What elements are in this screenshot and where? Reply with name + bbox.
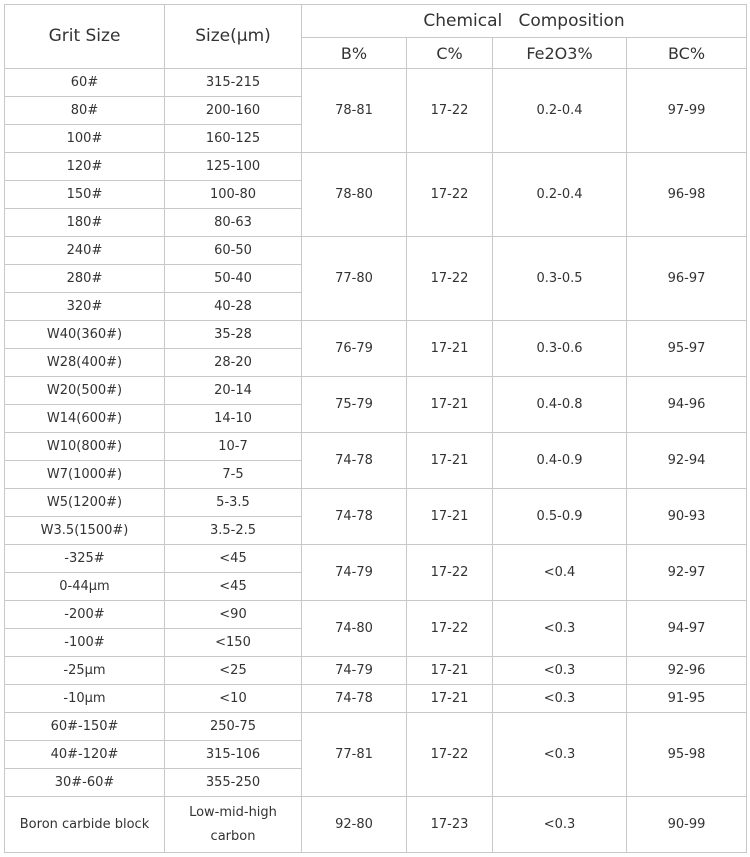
table-row [5, 601, 747, 629]
c-percent-cell: 17-22 [407, 153, 493, 237]
bc-percent-cell: 95-97 [627, 321, 747, 377]
grit-size-cell: 120# [5, 153, 165, 181]
header-bc-percent: BC% [627, 38, 747, 69]
grit-size-cell: 180# [5, 209, 165, 237]
c-percent-cell: 17-21 [407, 433, 493, 489]
c-percent-cell: 17-21 [407, 489, 493, 545]
b-percent-cell: 78-81 [302, 69, 407, 153]
fe2o3-percent-cell: 0.2-0.4 [493, 153, 627, 237]
grit-size-cell: 240# [5, 237, 165, 265]
c-percent-cell: 17-22 [407, 69, 493, 153]
bc-percent-cell: 96-98 [627, 153, 747, 237]
size-cell: 355-250 [165, 769, 302, 797]
grit-size-cell: 280# [5, 265, 165, 293]
c-percent-cell: 17-21 [407, 657, 493, 685]
b-percent-cell: 74-80 [302, 601, 407, 657]
grit-size-cell: -25μm [5, 657, 165, 685]
fe2o3-percent-cell: 0.4-0.8 [493, 377, 627, 433]
header-chemical-composition: Chemical Composition [302, 5, 747, 38]
grit-size-cell: 0-44μm [5, 573, 165, 601]
table-row [5, 237, 747, 265]
size-cell: 7-5 [165, 461, 302, 489]
grit-size-cell: W10(800#) [5, 433, 165, 461]
size-cell: <150 [165, 629, 302, 657]
size-cell: 80-63 [165, 209, 302, 237]
bc-percent-cell: 92-96 [627, 657, 747, 685]
size-cell: 125-100 [165, 153, 302, 181]
size-cell: 5-3.5 [165, 489, 302, 517]
bc-percent-cell: 96-97 [627, 237, 747, 321]
grit-size-cell: 60# [5, 69, 165, 97]
grit-size-cell: W3.5(1500#) [5, 517, 165, 545]
size-cell: 315-215 [165, 69, 302, 97]
fe2o3-percent-cell: 0.4-0.9 [493, 433, 627, 489]
size-cell: 40-28 [165, 293, 302, 321]
b-percent-cell: 92-80 [302, 797, 407, 853]
b-percent-cell: 74-79 [302, 657, 407, 685]
b-percent-cell: 77-81 [302, 713, 407, 797]
header-size: Size(μm) [165, 5, 302, 69]
b-percent-cell: 74-79 [302, 545, 407, 601]
grit-size-cell: -10μm [5, 685, 165, 713]
b-percent-cell: 77-80 [302, 237, 407, 321]
table-row [5, 713, 747, 741]
size-cell: <45 [165, 545, 302, 573]
grit-size-cell: W7(1000#) [5, 461, 165, 489]
size-cell: 250-75 [165, 713, 302, 741]
size-cell: <90 [165, 601, 302, 629]
fe2o3-percent-cell: <0.3 [493, 601, 627, 657]
bc-percent-cell: 94-97 [627, 601, 747, 657]
table-row [5, 69, 747, 97]
fe2o3-percent-cell: <0.3 [493, 657, 627, 685]
table-row [5, 657, 747, 685]
size-cell: 100-80 [165, 181, 302, 209]
fe2o3-percent-cell: 0.3-0.6 [493, 321, 627, 377]
grit-size-cell: 320# [5, 293, 165, 321]
table-row [5, 433, 747, 461]
grit-size-cell: -100# [5, 629, 165, 657]
c-percent-cell: 17-22 [407, 601, 493, 657]
grit-size-cell: 100# [5, 125, 165, 153]
fe2o3-percent-cell: <0.3 [493, 685, 627, 713]
bc-percent-cell: 95-98 [627, 713, 747, 797]
c-percent-cell: 17-21 [407, 377, 493, 433]
fe2o3-percent-cell: <0.3 [493, 713, 627, 797]
fe2o3-percent-cell: 0.3-0.5 [493, 237, 627, 321]
table-row [5, 153, 747, 181]
table-header [5, 5, 747, 69]
size-cell: 28-20 [165, 349, 302, 377]
b-percent-cell: 74-78 [302, 489, 407, 545]
table-row [5, 797, 747, 853]
header-b-percent: B% [302, 38, 407, 69]
size-cell: 315-106 [165, 741, 302, 769]
size-cell: 14-10 [165, 405, 302, 433]
grit-size-cell: Boron carbide block [5, 797, 165, 853]
b-percent-cell: 74-78 [302, 433, 407, 489]
bc-percent-cell: 92-97 [627, 545, 747, 601]
table-row [5, 545, 747, 573]
table-row [5, 685, 747, 713]
b-percent-cell: 78-80 [302, 153, 407, 237]
fe2o3-percent-cell: <0.4 [493, 545, 627, 601]
size-cell: 35-28 [165, 321, 302, 349]
grit-size-cell: 40#-120# [5, 741, 165, 769]
b-percent-cell: 74-78 [302, 685, 407, 713]
bc-percent-cell: 91-95 [627, 685, 747, 713]
fe2o3-percent-cell: 0.5-0.9 [493, 489, 627, 545]
size-cell: <10 [165, 685, 302, 713]
header-grit-size: Grit Size [5, 5, 165, 69]
grit-size-cell: 150# [5, 181, 165, 209]
size-cell: 3.5-2.5 [165, 517, 302, 545]
size-cell: 10-7 [165, 433, 302, 461]
size-cell: <25 [165, 657, 302, 685]
c-percent-cell: 17-21 [407, 685, 493, 713]
table-row [5, 377, 747, 405]
grit-size-cell: 60#-150# [5, 713, 165, 741]
c-percent-cell: 17-22 [407, 237, 493, 321]
size-cell: Low-mid-high carbon [165, 797, 302, 853]
table-row [5, 321, 747, 349]
c-percent-cell: 17-22 [407, 545, 493, 601]
size-cell: 200-160 [165, 97, 302, 125]
bc-percent-cell: 90-99 [627, 797, 747, 853]
header-fe2o3-percent: Fe2O3% [493, 38, 627, 69]
header-c-percent: C% [407, 38, 493, 69]
fe2o3-percent-cell: 0.2-0.4 [493, 69, 627, 153]
grit-size-cell: -325# [5, 545, 165, 573]
size-cell: <45 [165, 573, 302, 601]
composition-table [4, 4, 747, 853]
b-percent-cell: 75-79 [302, 377, 407, 433]
bc-percent-cell: 92-94 [627, 433, 747, 489]
c-percent-cell: 17-23 [407, 797, 493, 853]
grit-size-cell: W14(600#) [5, 405, 165, 433]
grit-size-cell: W28(400#) [5, 349, 165, 377]
grit-size-cell: W40(360#) [5, 321, 165, 349]
grit-size-cell: 80# [5, 97, 165, 125]
grit-size-cell: W5(1200#) [5, 489, 165, 517]
c-percent-cell: 17-21 [407, 321, 493, 377]
b-percent-cell: 76-79 [302, 321, 407, 377]
grit-size-cell: 30#-60# [5, 769, 165, 797]
c-percent-cell: 17-22 [407, 713, 493, 797]
size-cell: 50-40 [165, 265, 302, 293]
fe2o3-percent-cell: <0.3 [493, 797, 627, 853]
size-cell: 20-14 [165, 377, 302, 405]
bc-percent-cell: 94-96 [627, 377, 747, 433]
size-cell: 160-125 [165, 125, 302, 153]
bc-percent-cell: 97-99 [627, 69, 747, 153]
grit-size-cell: W20(500#) [5, 377, 165, 405]
size-cell: 60-50 [165, 237, 302, 265]
table-body [5, 69, 747, 853]
bc-percent-cell: 90-93 [627, 489, 747, 545]
table-row [5, 489, 747, 517]
grit-size-cell: -200# [5, 601, 165, 629]
